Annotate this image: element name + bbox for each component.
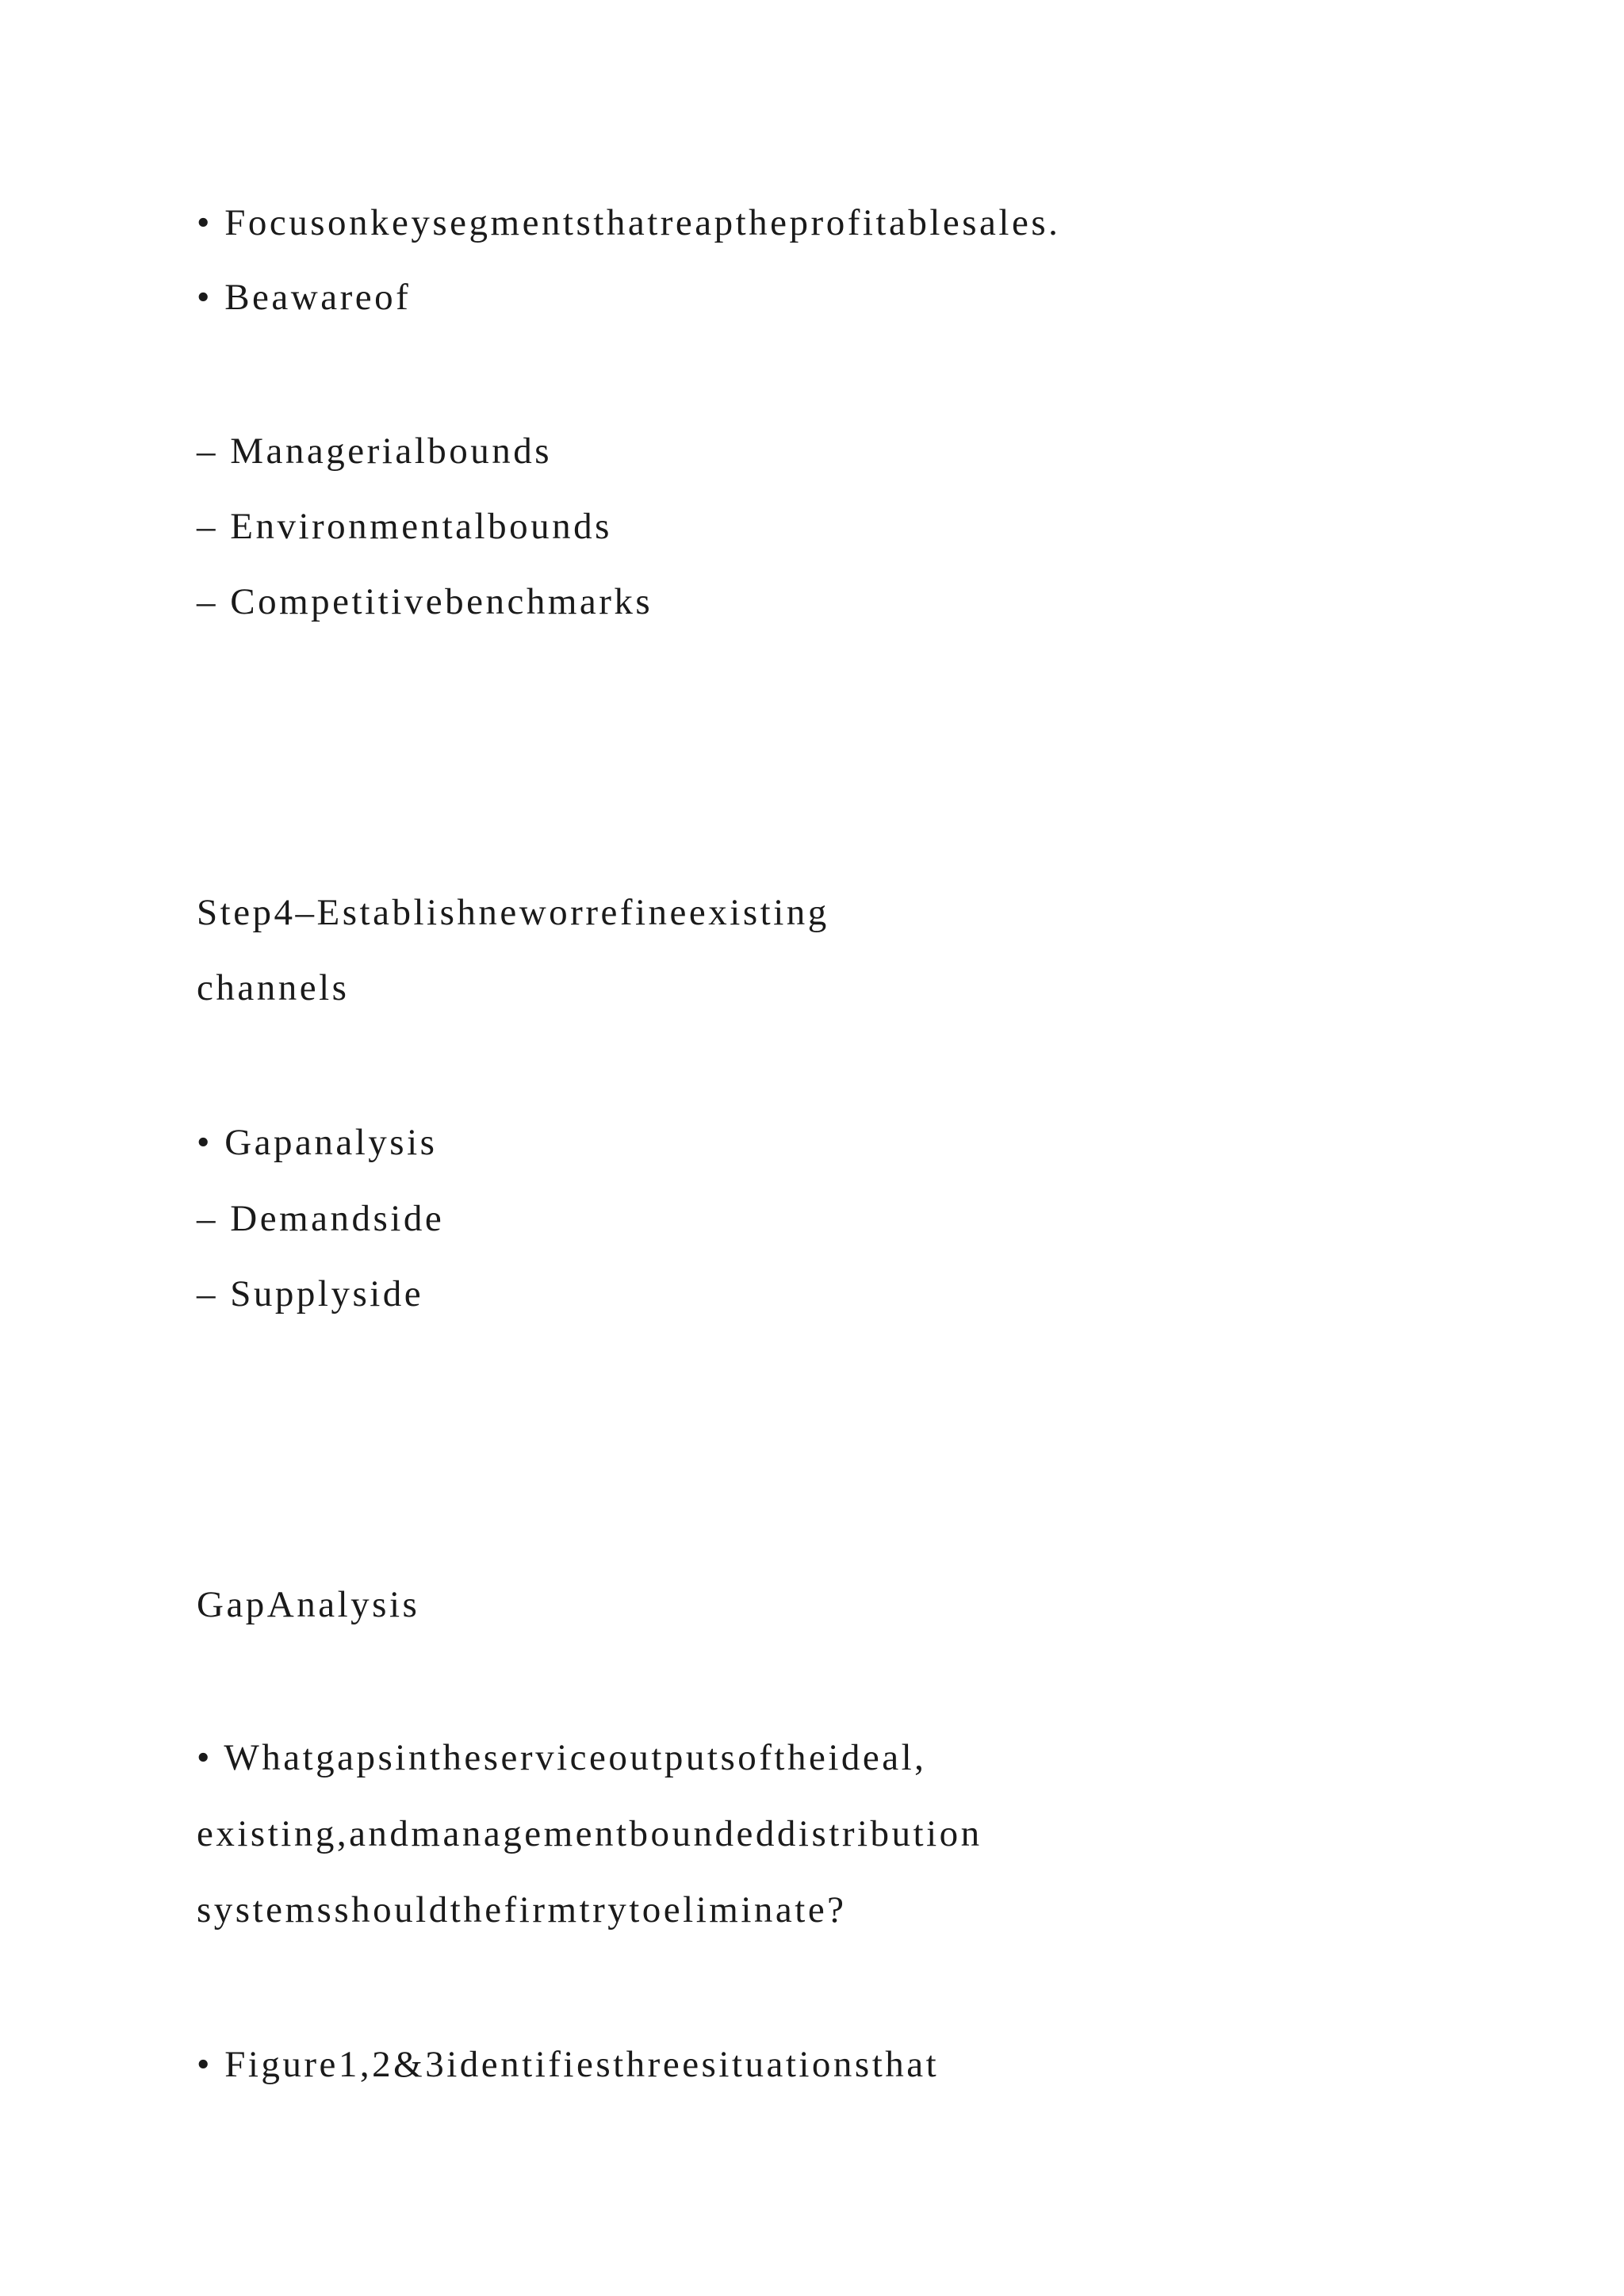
sub-item-supply-side: – Supplyside: [197, 1273, 424, 1314]
sub-item-environmental-bounds: – Environmentalbounds: [197, 506, 612, 547]
sub-item-demand-side: – Demandside: [197, 1198, 445, 1239]
section-heading-gap-analysis: GapAnalysis: [197, 1584, 420, 1625]
bullet-what-gaps-line1: • Whatgapsintheserviceoutputsoftheideal,: [197, 1737, 927, 1778]
sub-item-competitive-benchmarks: – Competitivebenchmarks: [197, 581, 653, 622]
bullet-what-gaps-line3: systemsshouldthefirmtrytoeliminate?: [197, 1889, 847, 1931]
bullet-what-gaps-line2: existing,andmanagementboundeddistribution: [197, 1813, 982, 1854]
bullet-figure-identifies: • Figure1,2&3identifiesthreesituationsthat: [197, 2044, 940, 2085]
bullet-gap-analysis: • Gapanalysis: [197, 1122, 438, 1163]
step4-heading-line1: Step4–Establishneworrefineexisting: [197, 892, 829, 933]
sub-item-managerial-bounds: – Managerialbounds: [197, 430, 553, 472]
bullet-be-aware-of: • Beawareof: [197, 277, 412, 318]
step4-heading-line2: channels: [197, 967, 350, 1008]
bullet-focus-key-segments: • Focusonkeysegmentsthatreaptheprofitablesales.: [197, 202, 1061, 243]
